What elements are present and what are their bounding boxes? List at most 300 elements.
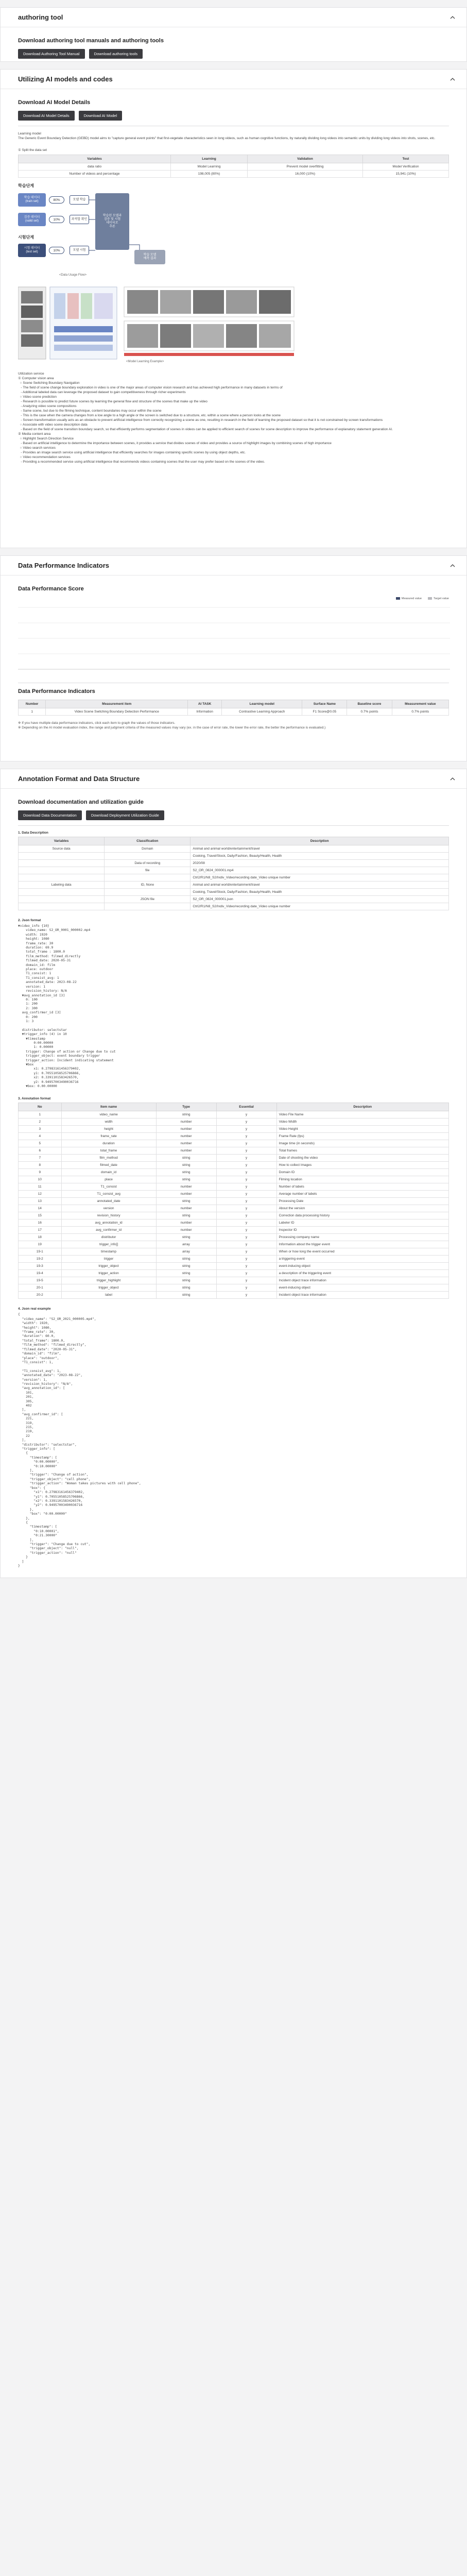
- table-cell: Processing company name: [276, 1234, 448, 1241]
- table-cell: 19: [19, 1241, 62, 1248]
- table-cell: event-inducing object: [276, 1284, 448, 1292]
- table-cell: trigger_object: [61, 1263, 156, 1270]
- table-cell: version: [61, 1205, 156, 1212]
- table-cell: y: [216, 1198, 276, 1205]
- table-cell: a triggering event: [276, 1256, 448, 1263]
- format-header: Type: [156, 1103, 216, 1111]
- performance-table: [18, 700, 449, 716]
- table-cell: 19-5: [19, 1277, 62, 1284]
- section-title: Utilizing AI models and codes: [18, 75, 113, 83]
- table-cell: 1: [19, 708, 46, 716]
- table-cell: 11: [19, 1183, 62, 1191]
- table-cell: y: [216, 1292, 276, 1299]
- table-row: [19, 903, 449, 910]
- table-cell: [105, 853, 191, 860]
- table-row: [19, 1169, 449, 1176]
- annotation-header[interactable]: [1, 769, 466, 789]
- table-cell: y: [216, 1205, 276, 1212]
- perf-header: Surface Name: [302, 700, 347, 708]
- table-cell: trigger_object: [61, 1284, 156, 1292]
- table-row: [19, 1270, 449, 1277]
- table-cell: 7: [19, 1155, 62, 1162]
- table-cell: 17: [19, 1227, 62, 1234]
- performance-section: [0, 555, 467, 761]
- table-cell: string: [156, 1155, 216, 1162]
- performance-score-heading: Data Performance Score: [18, 586, 84, 592]
- model-details-heading: Download AI Model Details: [18, 99, 91, 106]
- documentation-heading: Download documentation and utilization guide: [18, 799, 144, 805]
- table-cell: F1 Score@0.05: [302, 708, 347, 716]
- table-cell: JSON file: [105, 896, 191, 903]
- table-cell: number: [156, 1147, 216, 1155]
- table-row: [19, 1234, 449, 1241]
- legend-swatch: [428, 597, 432, 600]
- table-cell: Correction data processing history: [276, 1212, 448, 1219]
- chart-legend: [18, 597, 449, 600]
- json-example-label: 4. Json real example: [18, 1307, 51, 1311]
- table-cell: y: [216, 1118, 276, 1126]
- table-row[interactable]: [19, 708, 449, 716]
- table-row: [19, 860, 449, 867]
- table-cell: Number of videos and percentage: [19, 171, 171, 178]
- table-row: [19, 889, 449, 896]
- table-cell: y: [216, 1147, 276, 1155]
- table-cell: string: [156, 1176, 216, 1183]
- table-cell: y: [216, 1227, 276, 1234]
- test-pct-badge: 10%: [49, 247, 64, 254]
- valid-set-label: 검증 데이터 (valid set): [24, 216, 40, 223]
- legend-measured: [396, 597, 422, 600]
- table-cell: Labeler ID: [276, 1219, 448, 1227]
- table-cell: 15,941 (10%): [363, 171, 449, 178]
- table-cell: Information: [188, 708, 222, 716]
- table-cell: 18: [19, 1234, 62, 1241]
- table-cell: Contrastive Learning Approach: [222, 708, 302, 716]
- section-title: Data Performance Indicators: [18, 562, 110, 569]
- table-row: [19, 845, 449, 853]
- table-cell: y: [216, 1191, 276, 1198]
- table-cell: [105, 889, 191, 896]
- format-header: Essential: [216, 1103, 276, 1111]
- table-cell: y: [216, 1133, 276, 1140]
- table-cell: [19, 867, 105, 874]
- table-cell: Ctrl2/R1/N8_S2/Indiv_Video/recording date_Video unique number: [191, 874, 449, 882]
- split-header: Variables: [19, 155, 171, 163]
- model-learn-box: 모델 학습: [70, 195, 89, 205]
- table-cell: 20-1: [19, 1284, 62, 1292]
- table-cell: Information about the trigger event: [276, 1241, 448, 1248]
- table-cell: y: [216, 1126, 276, 1133]
- table-cell: Prevent model overfitting: [248, 163, 363, 171]
- table-cell: 10: [19, 1176, 62, 1183]
- table-cell: y: [216, 1183, 276, 1191]
- split-header: Validation: [248, 155, 363, 163]
- train-stage-label: 학습단계: [18, 183, 34, 188]
- split-table: [18, 155, 449, 178]
- desc-header: Variables: [19, 837, 105, 845]
- inference-box: [95, 193, 129, 250]
- table-row: [19, 1248, 449, 1256]
- table-cell: string: [156, 1111, 216, 1118]
- utilization-text: Utilization service ① Computer vision area ○ Scene Switching Boundary Navigation - The field of scene change boundary exploration in video is one of the major areas of computer vision research and has achieved high performance in many datasets in terms of - Additional labeled data can leverage the proposed dataset to gain competitiveness through richer experiments ○ Video scene prediction - Research is possible to predict future scenes by learning the general flow and structure of the scenes that make up the video - Analyzing video scene compositions - Same scene, but due to the filming technique, content boundaries may occur within the scene - This is the case when the camera changes from a low angle to a high angle or the screen is switched due to a structure, etc. within a scene where a person looks at the scene - Screen transformation usually acts as an obstacle to prevent artificial intelligence from correctly recognizing a scene as one, resulting in research in the field of learning the proposed dataset so that it is not constrained by screen transformations ○ Associate with video scene description data - Based on the field of scene transition boundary search, so that efficiently performs segmentation of scenes in videos can be applied to efficient search of scenes for scene description to improve the performance of explanatory statement generation AI. ② Media content area ○ Highlight Search Direction Service - Based on artificial intelligence to determine the importance between scenes, it provides a service that divides scenes of video and provides a source of highlight images by combining scenes of high importance ○ Video search services - Provides an image search service using artificial intelligence that efficiently searches for images containing specific scenes by using object depths, etc. ○ Video recommendation services - Providing a recommended service using artificial intelligence that recommends videos containing scenes that the user may prefer based on the scenes of the video.: [18, 372, 393, 464]
- table-cell: film_method: [61, 1155, 156, 1162]
- table-cell: revision_history: [61, 1212, 156, 1219]
- learning-model-label: Learning model: [18, 132, 41, 135]
- table-cell: string: [156, 1169, 216, 1176]
- table-cell: number: [156, 1183, 216, 1191]
- table-cell: Inspector ID: [276, 1227, 448, 1234]
- download-documentation-button[interactable]: Download Data Documentation: [18, 810, 82, 820]
- table-row: [19, 1147, 449, 1155]
- table-cell: 20-2: [19, 1292, 62, 1299]
- table-row: [19, 853, 449, 860]
- table-cell: string: [156, 1292, 216, 1299]
- table-cell: Frame Rate (fps): [276, 1133, 448, 1140]
- table-row: [19, 1133, 449, 1140]
- table-cell: 19-1: [19, 1248, 62, 1256]
- train-pct-badge: 80%: [49, 196, 64, 204]
- table-cell: 0.7% points: [347, 708, 392, 716]
- overfit-check-box: 과적합 확인: [70, 215, 89, 224]
- table-cell: 14: [19, 1205, 62, 1212]
- table-cell: S2_OR_0824_000001.mp4: [191, 867, 449, 874]
- annotation-format-table: [18, 1103, 449, 1299]
- table-cell: Date of shooting the video: [276, 1155, 448, 1162]
- train-set-label: 학습 데이터 (train set): [24, 196, 40, 203]
- table-row: [19, 882, 449, 889]
- table-cell: string: [156, 1212, 216, 1219]
- model-test-box: 모델 시험: [70, 246, 89, 255]
- table-cell: [105, 874, 191, 882]
- test-set-label: 시험 데이터 (test set): [24, 247, 40, 253]
- table-cell: 19-3: [19, 1263, 62, 1270]
- table-cell: 0.7% points: [392, 708, 448, 716]
- test-stage-label: 시험단계: [18, 235, 34, 240]
- table-cell: 2020/08: [191, 860, 449, 867]
- table-cell: y: [216, 1155, 276, 1162]
- table-cell: filmed_date: [61, 1162, 156, 1169]
- table-cell: avg_annotation_id: [61, 1219, 156, 1227]
- table-cell: trigger_info[]: [61, 1241, 156, 1248]
- table-row: [19, 896, 449, 903]
- table-cell: a description of the triggering event: [276, 1270, 448, 1277]
- table-row: [19, 1219, 449, 1227]
- table-cell: S2_OR_0824_000001.json: [191, 896, 449, 903]
- perf-header: Measurement value: [392, 700, 448, 708]
- performance-header[interactable]: [1, 556, 466, 575]
- table-cell: timestamp: [61, 1248, 156, 1256]
- table-cell: When or how long the event occurred: [276, 1248, 448, 1256]
- table-cell: video_name: [61, 1111, 156, 1118]
- table-cell: Processing Date: [276, 1198, 448, 1205]
- data-flow-caption: <Data Usage Flow>: [59, 274, 87, 277]
- table-cell: 12: [19, 1191, 62, 1198]
- table-cell: [19, 903, 105, 910]
- table-cell: total_frame: [61, 1147, 156, 1155]
- prediction-result-box: [134, 250, 165, 264]
- table-cell: file: [105, 867, 191, 874]
- chevron-up-icon[interactable]: [448, 75, 457, 84]
- download-model-details-button[interactable]: Download AI Model Details: [18, 111, 75, 121]
- table-cell: place: [61, 1176, 156, 1183]
- table-cell: 13: [19, 1198, 62, 1205]
- table-row: [19, 1292, 449, 1299]
- table-cell: 15: [19, 1212, 62, 1219]
- desc-header: Classification: [105, 837, 191, 845]
- table-cell: T1_consist: [61, 1183, 156, 1191]
- download-manual-button[interactable]: Download Authoring Tool Manual: [18, 49, 85, 59]
- table-row: [19, 1162, 449, 1169]
- table-cell: Video Width: [276, 1118, 448, 1126]
- legend-target: [428, 597, 449, 600]
- table-cell: ID, None: [105, 882, 191, 889]
- table-cell: [19, 889, 105, 896]
- split-label: ① Split the data set: [18, 148, 47, 152]
- table-cell: distributor: [61, 1234, 156, 1241]
- table-cell: 198,005 (80%): [171, 171, 248, 178]
- table-cell: y: [216, 1219, 276, 1227]
- table-cell: 1: [19, 1111, 62, 1118]
- table-cell: 9: [19, 1169, 62, 1176]
- table-row: [19, 163, 449, 171]
- json-example: { "video_name": "S2_OR_2021_000005.mp4", "width": 1920, "height": 1080, "frame_rate": 30, "duration": 60.0, "total_frame": 1800.0, "film_method": "filmed_directly", "filmed_date": "2020-05-31", "domain_id": "film", "place": "outdoor", "T1_consist": 1, "T1_consist_avg": 1, "annotated_date": "2023-08-22", "version": 1, "revision_history": "N/A", "avg_annotation_id": [ 101, 201, 305, 402 ], "avg_confirmer_id": [ 221, 319, 215, 219, 22 ], "distributor": "selectstar", "trigger_info": [ { "timestamp": [ "0:00.00000", "0:10.00000" ], "trigger": "Change of action", "trigger_object": "cell phone", "trigger_action": "Woman takes pictures with cell phone", "box": { "x1": 0.27983161456379402, "y1": 0.70551058525706866, "x2": 0.3391101583426570, "y2": 0.94957003490036716 }, "box": "0:00.00000" }, { "timestamp": [ "0:10.00001", "0:21.30000" ], "trigger": "Change due to cut", "trigger_object": "null", "trigger_action": "null" } ] }: [18, 1313, 141, 1568]
- perf-header: Learning model: [222, 700, 302, 708]
- table-cell: 19-4: [19, 1270, 62, 1277]
- perf-header: AI TASK: [188, 700, 222, 708]
- performance-notes: ※ If you have multiple data performance indicators, click each item to graph the values of those indicators. ※ Depending on the AI model evaluation index, the range and judgment criteria of the measured values may vary (ex. in the case of error rate, the lower the error rate, the better the performance is evaluated.): [18, 721, 326, 730]
- table-row: [19, 1227, 449, 1234]
- table-cell: y: [216, 1277, 276, 1284]
- chevron-up-icon[interactable]: [448, 13, 457, 22]
- perf-header: Number: [19, 700, 46, 708]
- table-cell: trigger_highlight: [61, 1277, 156, 1284]
- table-cell: Video Height: [276, 1126, 448, 1133]
- format-header: No: [19, 1103, 62, 1111]
- table-cell: string: [156, 1234, 216, 1241]
- table-cell: Source data: [19, 845, 105, 853]
- table-cell: Cooking, Travel/Stock, Daily/Fashion, Beauty/Health, Health: [191, 853, 449, 860]
- table-cell: Model Learning: [171, 163, 248, 171]
- table-cell: 2: [19, 1118, 62, 1126]
- model-learning-example: [18, 285, 296, 362]
- table-cell: Data of recording: [105, 860, 191, 867]
- table-cell: Video File Name: [276, 1111, 448, 1118]
- table-row: [19, 874, 449, 882]
- section-title: authoring tool: [18, 13, 63, 21]
- annotation-format-label: 3. Annotation format: [18, 1097, 51, 1101]
- section-title: Annotation Format and Data Structure: [18, 775, 140, 783]
- table-cell: string: [156, 1284, 216, 1292]
- table-cell: 8: [19, 1162, 62, 1169]
- table-cell: domain_id: [61, 1169, 156, 1176]
- download-tools-button[interactable]: Download authoring tools: [89, 49, 143, 59]
- table-row: [19, 1263, 449, 1270]
- table-cell: number: [156, 1140, 216, 1147]
- json-tree: ▼video_info {10} video_name: S2_OR_0001_000002.mp4 width: 1920 height: 1080 frame_rate: 30 duration: 69.9 total_frame : 1800.0 film_method: filmed_directly filmed_date: 2020-05-31 domain_id: film place: outdoor T1_consist: 1 T1_consist_avg: 1 annotated_date: 2023-08-22 version: 1 revision_history: N/A ▼avg_annotation_id [3] 0: 100 1: 200 2: 300 avg_confirmer_id [3] 0: 200 1: 3 distributor: selectstar ▼trigger_info (4) in 10 ▼timestamp 0:00.00000 1: 0.00000 trigger: Change of action or Change due to cut trigger_object: event boundary trigger trigger_action: Incident indicating statement ▼box x1: 0.27983161456379402, y1: 0.70551058525706866, x2: 0.3391101583426570, y2: 0.94957003490036716 ▼box: 0.00.00000: [18, 924, 116, 1089]
- table-cell: Video Scene Switching Boundary Detection Performance: [46, 708, 188, 716]
- table-cell: 5: [19, 1140, 62, 1147]
- test-set-box: [18, 244, 46, 257]
- authoring-heading: Download authoring tool manuals and authoring tools: [18, 38, 164, 44]
- desc-header: Description: [191, 837, 449, 845]
- split-header: Learning: [171, 155, 248, 163]
- divider: [18, 825, 449, 826]
- table-cell: event-inducing object: [276, 1263, 448, 1270]
- model-example-figure: [18, 285, 296, 362]
- split-header: Test: [363, 155, 449, 163]
- format-header: Description: [276, 1103, 448, 1111]
- table-cell: y: [216, 1263, 276, 1270]
- table-cell: [19, 896, 105, 903]
- table-row: [19, 1284, 449, 1292]
- table-cell: Incident object trace information: [276, 1292, 448, 1299]
- table-cell: y: [216, 1256, 276, 1263]
- table-cell: number: [156, 1191, 216, 1198]
- table-cell: Labeling data: [19, 882, 105, 889]
- inference-label: 학습된 모델과 검증 및 시험 데이터로 추론: [102, 214, 122, 228]
- model-example-caption: <Model Learning Example>: [126, 360, 164, 363]
- table-cell: y: [216, 1284, 276, 1292]
- table-cell: Animal and animal world/entertainment/travel: [191, 845, 449, 853]
- table-cell: Cooking, Travel/Stock, Daily/Fashion, Beauty/Health, Health: [191, 889, 449, 896]
- table-cell: [19, 860, 105, 867]
- table-row: [19, 1111, 449, 1118]
- table-cell: width: [61, 1118, 156, 1126]
- table-cell: label: [61, 1292, 156, 1299]
- table-cell: number: [156, 1205, 216, 1212]
- table-row: [19, 1241, 449, 1248]
- table-cell: y: [216, 1176, 276, 1183]
- table-cell: Total frames: [276, 1147, 448, 1155]
- format-header: Item name: [61, 1103, 156, 1111]
- table-cell: Domain: [105, 845, 191, 853]
- table-cell: trigger_action: [61, 1270, 156, 1277]
- table-cell: How to collect Images: [276, 1162, 448, 1169]
- table-cell: number: [156, 1219, 216, 1227]
- data-usage-flow-diagram: [18, 183, 167, 281]
- table-cell: T1_consist_avg: [61, 1191, 156, 1198]
- table-cell: Average number of labels: [276, 1191, 448, 1198]
- table-cell: Incident object trace information: [276, 1277, 448, 1284]
- table-cell: 19-2: [19, 1256, 62, 1263]
- valid-set-box: [18, 213, 46, 226]
- table-cell: array: [156, 1248, 216, 1256]
- table-row: [19, 1277, 449, 1284]
- authoring-tool-header[interactable]: [1, 8, 466, 27]
- table-row: [19, 1191, 449, 1198]
- table-cell: y: [216, 1212, 276, 1219]
- table-cell: y: [216, 1140, 276, 1147]
- table-cell: 16,000 (10%): [248, 171, 363, 178]
- table-cell: Image time (in seconds): [276, 1140, 448, 1147]
- table-cell: array: [156, 1241, 216, 1248]
- perf-header: Baseline score: [347, 700, 392, 708]
- table-cell: [19, 874, 105, 882]
- train-set-box: [18, 193, 46, 207]
- table-cell: string: [156, 1198, 216, 1205]
- table-cell: string: [156, 1256, 216, 1263]
- table-row: [19, 1155, 449, 1162]
- performance-chart: [18, 602, 450, 674]
- prediction-result-label: 학습 모델 예측 결과: [143, 253, 157, 260]
- table-cell: avg_confirmer_id: [61, 1227, 156, 1234]
- table-cell: y: [216, 1248, 276, 1256]
- table-cell: duration: [61, 1140, 156, 1147]
- table-row: [19, 1118, 449, 1126]
- legend-measured-label: Measured value: [401, 597, 422, 600]
- table-cell: number: [156, 1227, 216, 1234]
- table-cell: Ctrl2/R1/N8_S2/Indiv_Video/recording date_Video unique number: [191, 903, 449, 910]
- table-cell: Domain ID: [276, 1169, 448, 1176]
- table-cell: y: [216, 1169, 276, 1176]
- chevron-up-icon[interactable]: [448, 774, 457, 784]
- table-row: [19, 1176, 449, 1183]
- table-row: [19, 1183, 449, 1191]
- ai-models-section: [0, 69, 467, 548]
- table-cell: number: [156, 1126, 216, 1133]
- table-cell: number: [156, 1133, 216, 1140]
- performance-indicators-heading: Data Performance Indicators: [18, 688, 95, 694]
- data-description-table: [18, 837, 449, 910]
- authoring-tool-section: [0, 7, 467, 62]
- download-model-button[interactable]: Download AI Model: [79, 111, 123, 121]
- table-cell: Filming location: [276, 1176, 448, 1183]
- data-description-label: 1. Data Description: [18, 831, 48, 835]
- table-row: [19, 1140, 449, 1147]
- annotation-section: [0, 769, 467, 1578]
- table-row: [19, 171, 449, 178]
- table-cell: frame_rate: [61, 1133, 156, 1140]
- table-cell: string: [156, 1270, 216, 1277]
- table-cell: 3: [19, 1126, 62, 1133]
- table-cell: [105, 903, 191, 910]
- table-cell: y: [216, 1111, 276, 1118]
- legend-swatch: [396, 597, 400, 600]
- table-cell: y: [216, 1234, 276, 1241]
- table-row: [19, 1126, 449, 1133]
- table-cell: height: [61, 1126, 156, 1133]
- legend-target-label: Target value: [434, 597, 449, 600]
- table-cell: y: [216, 1270, 276, 1277]
- valid-pct-badge: 10%: [49, 216, 64, 223]
- table-cell: string: [156, 1277, 216, 1284]
- table-cell: trigger: [61, 1256, 156, 1263]
- table-row: [19, 1256, 449, 1263]
- table-cell: Number of labels: [276, 1183, 448, 1191]
- perf-header: Measurement item: [46, 700, 188, 708]
- ai-models-header[interactable]: [1, 70, 466, 89]
- table-cell: 16: [19, 1219, 62, 1227]
- chevron-up-icon[interactable]: [448, 561, 457, 570]
- table-row: [19, 1205, 449, 1212]
- table-row: [19, 867, 449, 874]
- table-cell: string: [156, 1162, 216, 1169]
- table-cell: 6: [19, 1147, 62, 1155]
- table-cell: Animal and animal world/entertainment/travel: [191, 882, 449, 889]
- table-cell: string: [156, 1263, 216, 1270]
- table-row: [19, 1198, 449, 1205]
- table-cell: 4: [19, 1133, 62, 1140]
- table-cell: y: [216, 1162, 276, 1169]
- table-cell: y: [216, 1241, 276, 1248]
- json-format-label: 2. Json format: [18, 919, 41, 922]
- table-row: [19, 1212, 449, 1219]
- table-cell: number: [156, 1118, 216, 1126]
- download-guide-button[interactable]: Download Deployment Utilization Guide: [86, 810, 164, 820]
- table-cell: [19, 853, 105, 860]
- table-cell: data ratio: [19, 163, 171, 171]
- table-cell: About the version: [276, 1205, 448, 1212]
